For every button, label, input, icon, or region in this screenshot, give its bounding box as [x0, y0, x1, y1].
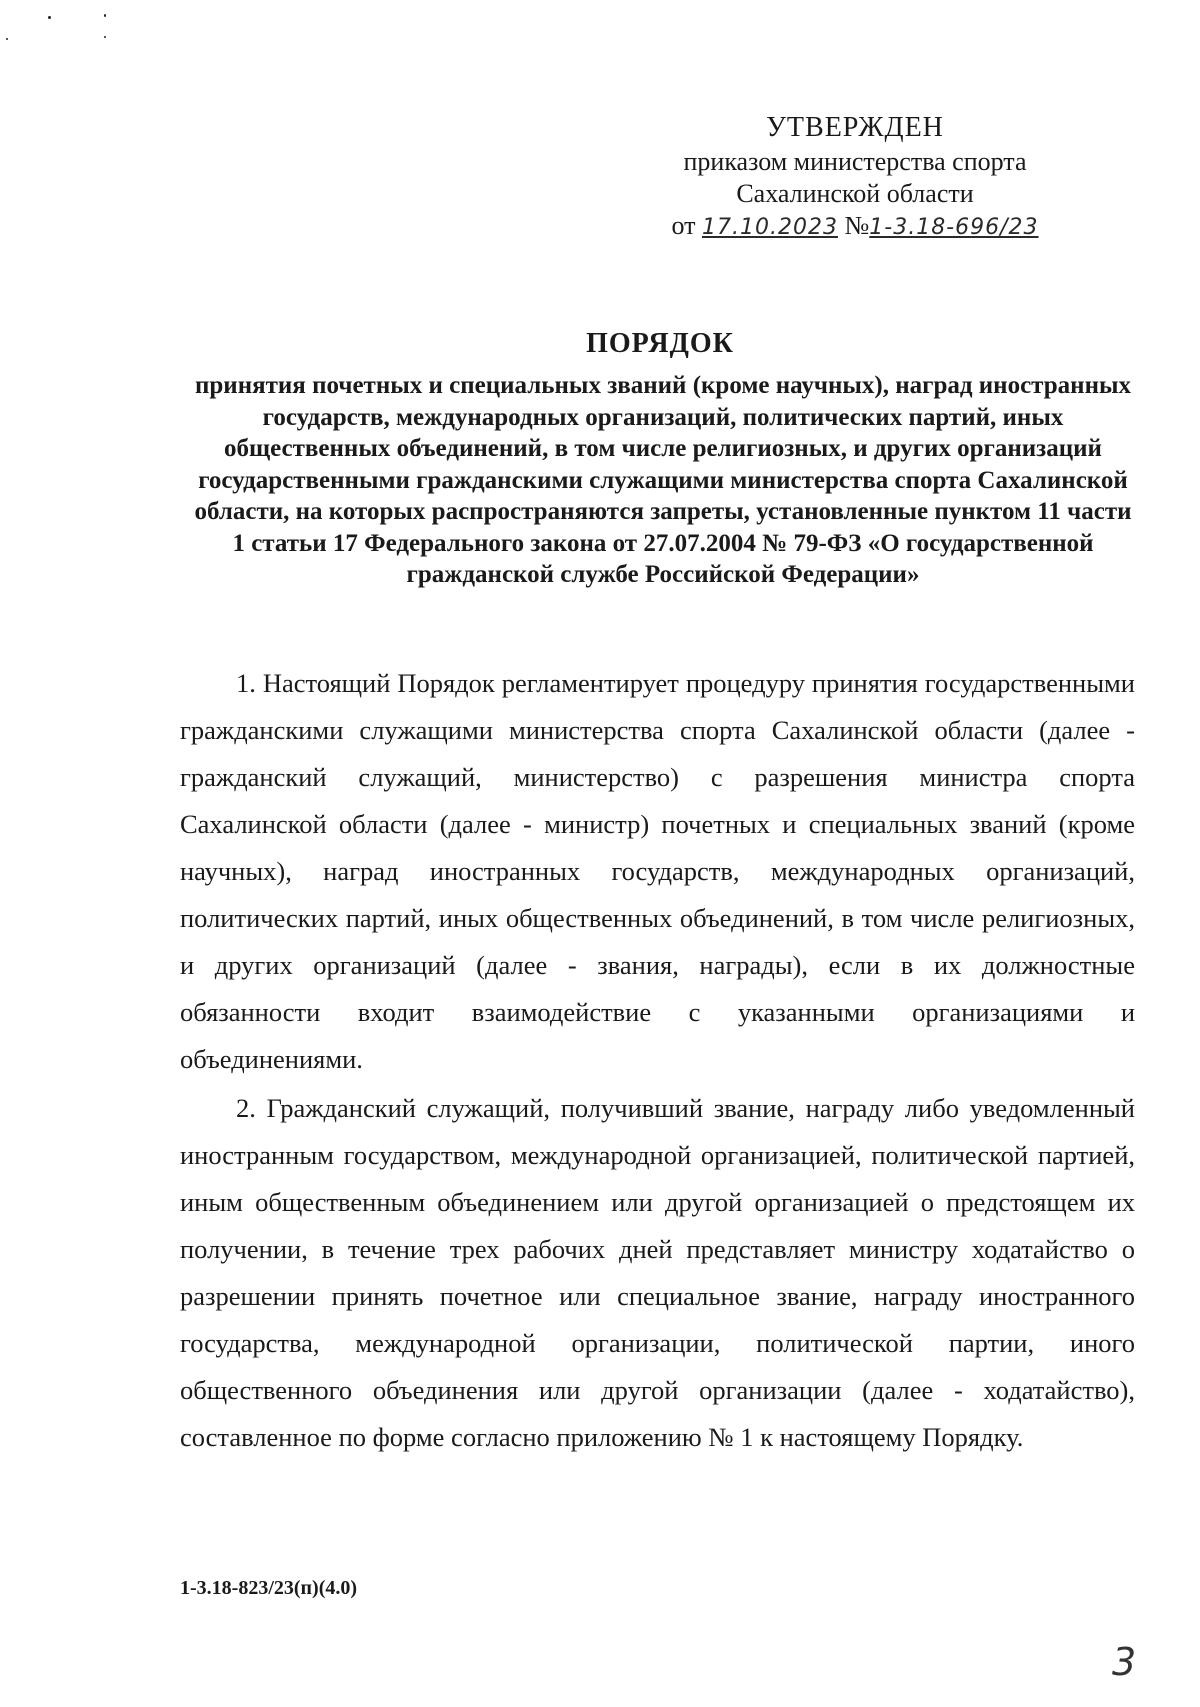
date-prefix: от	[671, 211, 696, 240]
approval-stamp-block	[620, 112, 1090, 244]
document-code: 1-3.18-823/23(п)(4.0)	[180, 1577, 358, 1599]
paragraph-2: 2. Гражданский служащий, получивший звание, награду либо уведомленный иностранным государством, международной организацией, политической партией, иным общественным объединением или другой организацией о предстоящем их получении, в течение трех рабочих дней представляет министру ходатайство о разрешении принять почетное или специальное звание, награду иностранного государства, международной организации, политической партии, иного общественного объединения или другой организации (далее - ходатайство), составленное по форме согласно приложению № 1 к настоящему Порядку.	[180, 1093, 1135, 1452]
scan-speck	[104, 36, 106, 38]
approval-line-2: Сахалинской области	[736, 179, 974, 208]
number-prefix: №	[844, 211, 870, 240]
approval-line-1: приказом министерства спорта	[683, 147, 1027, 176]
document-body	[180, 660, 1135, 1461]
scan-speck	[104, 14, 106, 17]
approval-heading: УТВЕРЖДЕН	[766, 112, 944, 143]
handwritten-order-number: 1-3.18-696/23	[869, 215, 1039, 240]
handwritten-date: 17.10.2023	[701, 215, 838, 240]
approval-order-line	[620, 210, 1090, 244]
paragraph-1: 1. Настоящий Порядок регламентирует процедуру принятия государственными гражданскими служащими министерства спорта Сахалинской области (далее - гражданский служащий, министерство) с разрешения министра спорта Сахалинской области (далее - министр) почетных и специальных званий (кроме научных), наград иностранных государств, международных организаций, политических партий, иных общественных объединений, в том числе религиозных, и других организаций (далее - звания, награды), если в их должностные обязанности входит взаимодействие с указанными организациями и объединениями.	[180, 668, 1135, 1074]
scan-speck	[6, 38, 8, 40]
scan-speck	[48, 16, 51, 19]
document-title: ПОРЯДОК	[586, 328, 734, 359]
handwritten-page-number: 3	[1112, 1640, 1137, 1684]
document-subtitle: принятия почетных и специальных званий (кроме научных), наград иностранных государств, международных организаций, политических партий, иных общественных объединений, в том числе религиозных, и других организаций государственными гражданскими служащими министерства спорта Сахалинской области, на которых распространяются запреты, установленные пунктом 11 части 1 статьи 17 Федерального закона от 27.07.2004 № 79-ФЗ «О государственной гражданской службе Российской Федерации»	[194, 372, 1132, 588]
